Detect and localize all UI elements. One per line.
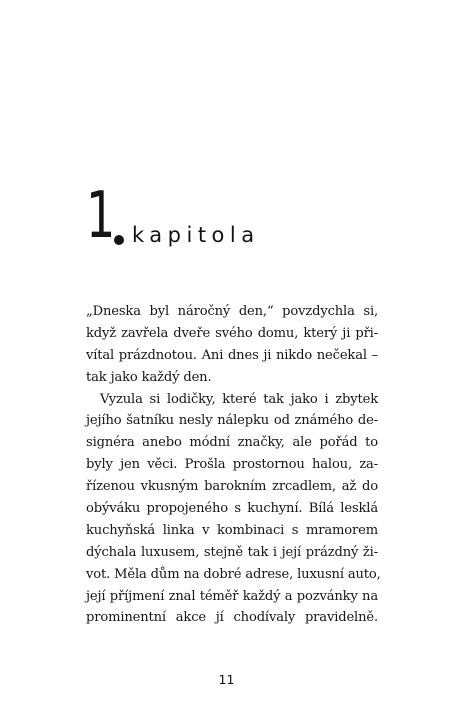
chapter-heading — [86, 179, 260, 253]
chapter-body-text — [86, 301, 381, 629]
chapter-number-dot — [114, 235, 124, 245]
text-line: když zavřela dveře svého domu, který ji při- — [86, 325, 378, 341]
text-line: její příjmení znal téměř každý a pozvánky na — [86, 588, 378, 604]
text-line: tak jako každý den. — [86, 369, 212, 385]
page-number: 11 — [218, 672, 235, 687]
text-line: řízenou vkusným barokním zrcadlem, až do — [86, 479, 378, 495]
text-line: obýváku propojeného s kuchyní. Bílá lesklá — [86, 501, 378, 517]
text-line: prominentní akce jí chodívaly pravidelně. — [86, 610, 378, 626]
text-line: kuchyňská linka v kombinaci s mramorem — [86, 522, 378, 538]
text-line: vot. Měla dům na dobré adrese, luxusní auto, — [86, 566, 381, 582]
text-line: vítal prázdnotou. Ani dnes ji nikdo nečekal – — [86, 347, 378, 363]
text-line: dýchala luxusem, stejně tak i její prázdný ži- — [86, 544, 378, 560]
paragraph-2 — [86, 389, 381, 630]
text-line: Vyzula si lodičky, které tak jako i zbytek — [100, 391, 378, 407]
paragraph-1 — [86, 301, 378, 389]
text-line: jejího šatníku nesly nálepku od známého de- — [86, 413, 378, 429]
text-line: signéra anebo módní značky, ale pořád to — [86, 435, 378, 451]
text-line: „Dneska byl náročný den,“ povzdychla si, — [86, 304, 378, 319]
chapter-number: 1 — [86, 179, 114, 253]
text-line: byly jen věci. Prošla prostornou halou, za- — [86, 457, 378, 473]
chapter-label: kapitola — [132, 223, 260, 247]
